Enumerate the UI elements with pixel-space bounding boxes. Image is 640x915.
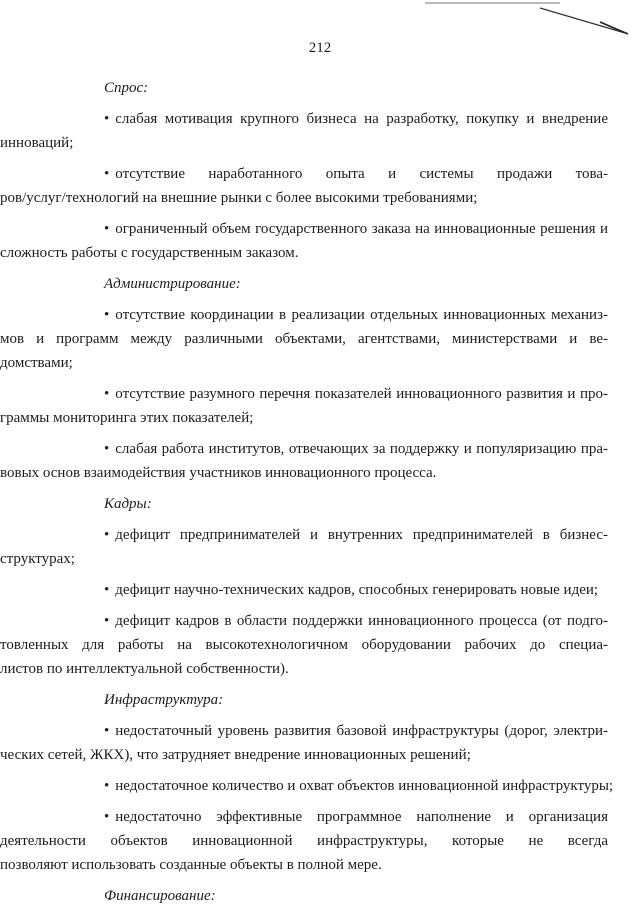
section-title: Инфраструктура: bbox=[104, 692, 224, 708]
line-text: недостаточно эффективные программное наполнение и организация bbox=[115, 809, 608, 825]
bullet-icon: • bbox=[104, 582, 110, 598]
text-line bbox=[104, 523, 608, 547]
line-text: дефицит кадров в области поддержки инновационного процесса (от подго- bbox=[115, 613, 608, 629]
bullet-item bbox=[0, 217, 608, 265]
text-line bbox=[104, 162, 608, 186]
text-line: листов по интеллектуальной собственности). bbox=[0, 661, 289, 677]
text-line bbox=[104, 578, 608, 602]
line-text: дефицит научно-технических кадров, способных генерировать новые идеи; bbox=[115, 582, 599, 598]
text-line: домствами; bbox=[0, 355, 73, 371]
text-line: позволяют использовать созданные объекты в полной мере. bbox=[0, 857, 382, 873]
bullet-icon: • bbox=[104, 221, 110, 237]
text-line: структурах; bbox=[0, 551, 75, 567]
line-text: отсутствие разумного перечня показателей инновационного развития и про- bbox=[115, 386, 608, 402]
bullet-icon: • bbox=[104, 613, 110, 629]
line-text: отсутствие координации в реализации отдельных инновационных механиз- bbox=[115, 307, 608, 323]
line-text: дефицит предпринимателей и внутренних предпринимателей в бизнес- bbox=[115, 527, 608, 543]
text-line: вовых основ взаимодействия участников инновационного процесса. bbox=[0, 465, 437, 481]
bullet-item bbox=[0, 805, 608, 877]
text-line: граммы мониторинга этих показателей; bbox=[0, 410, 254, 426]
bullet-item bbox=[0, 382, 608, 430]
text-line bbox=[104, 805, 608, 829]
text-line: деятельности объектов инновационной инфраструктуры, которые не всегда bbox=[0, 833, 608, 849]
text-line: товленных для работы на высокотехнологичном оборудовании рабочих до специа- bbox=[0, 637, 608, 653]
text-line bbox=[104, 609, 608, 633]
bullet-icon: • bbox=[104, 809, 110, 825]
text-line: мов и программ между различными объектами, агентствами, министерствами и ве- bbox=[0, 331, 608, 347]
bullet-icon: • bbox=[104, 441, 110, 457]
text-line bbox=[104, 303, 608, 327]
page-number: 212 bbox=[308, 40, 332, 56]
bullet-item bbox=[104, 578, 608, 602]
section-title: Кадры: bbox=[104, 496, 152, 512]
section-title: Администрирование: bbox=[104, 276, 241, 292]
bullet-item bbox=[0, 523, 608, 571]
text-line bbox=[104, 774, 614, 798]
bullet-icon: • bbox=[104, 386, 110, 402]
text-line: ческих сетей, ЖКХ), что затрудняет внедрение инновационных решений; bbox=[0, 747, 471, 763]
bullet-icon: • bbox=[104, 723, 110, 739]
line-text: ограниченный объем государственного заказа на инновационные решения и bbox=[115, 221, 608, 237]
line-text: слабая работа институтов, отвечающих за поддержку и популяризацию пра- bbox=[115, 441, 608, 457]
bullet-icon: • bbox=[104, 166, 110, 182]
bullet-icon: • bbox=[104, 307, 110, 323]
text-line bbox=[104, 107, 608, 131]
section-title: Спрос: bbox=[104, 80, 149, 96]
text-line bbox=[104, 437, 608, 461]
bullet-item bbox=[0, 107, 608, 155]
bullet-icon: • bbox=[104, 778, 110, 794]
text-line: сложность работы с государственным заказом. bbox=[0, 245, 299, 261]
bullet-item bbox=[0, 437, 608, 485]
text-line bbox=[104, 217, 608, 241]
bullet-icon: • bbox=[104, 527, 110, 543]
bullet-icon: • bbox=[104, 111, 110, 127]
text-line: ров/услуг/технологий на внешние рынки с более высокими требованиями; bbox=[0, 190, 478, 206]
line-text: слабая мотивация крупного бизнеса на разработку, покупку и внедрение bbox=[115, 111, 608, 127]
line-text: недостаточный уровень развития базовой инфраструктуры (дорог, электри- bbox=[115, 723, 608, 739]
text-line bbox=[104, 382, 608, 406]
bullet-item bbox=[104, 774, 614, 798]
bullet-item bbox=[0, 303, 608, 375]
text-line: инноваций; bbox=[0, 135, 74, 151]
section-title: Финансирование: bbox=[104, 888, 216, 904]
bullet-item bbox=[0, 162, 608, 210]
document-body bbox=[0, 76, 614, 915]
bullet-item bbox=[0, 609, 608, 681]
line-text: отсутствие наработанного опыта и системы продажи това- bbox=[115, 166, 608, 182]
bullet-item bbox=[0, 719, 608, 767]
text-line bbox=[104, 719, 608, 743]
line-text: недостаточное количество и охват объектов инновационной инфраструктуры; bbox=[115, 778, 614, 794]
